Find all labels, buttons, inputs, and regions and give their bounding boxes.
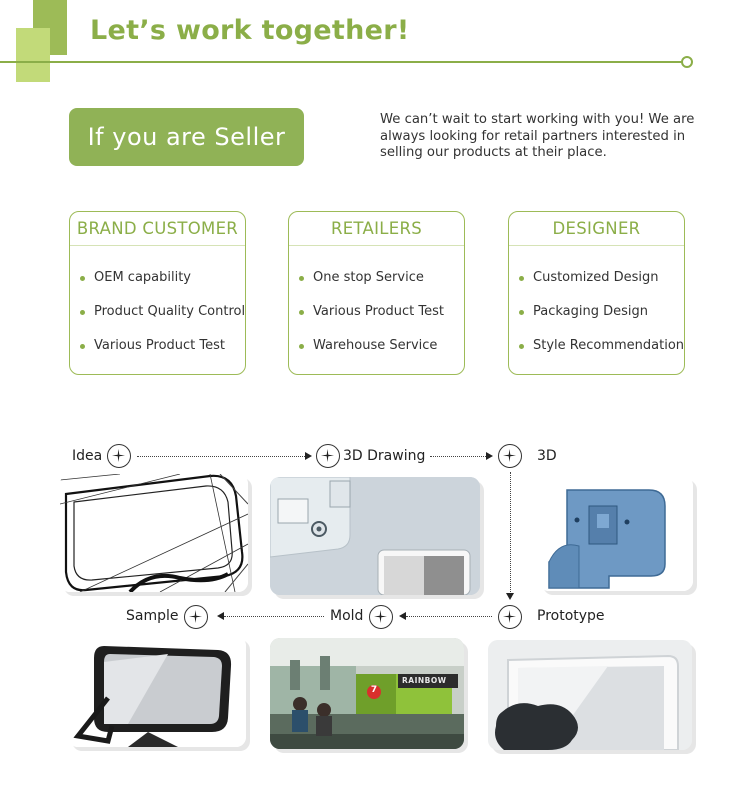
step-label-3d-drawing: 3D Drawing [343,448,426,464]
flow-line-idea-to-drawing [137,456,305,457]
card-brand-customer [69,211,246,375]
list-item-label: Warehouse Service [313,338,438,353]
card-title: DESIGNER [509,212,684,246]
list-item [299,304,444,338]
flow-line-mold-to-sample [224,616,324,617]
arrow-right-icon [305,452,312,460]
step-label-3d: 3D [537,448,557,464]
card-designer [508,211,685,375]
seller-description-line: always looking for retail partners interested in [380,128,686,144]
list-item-label: One stop Service [313,270,424,285]
bullet-icon [299,310,304,315]
bullet-icon [519,344,524,349]
step-sample-cross-icon [184,605,208,629]
header-divider [0,61,682,63]
flow-line-prototype-to-mold [406,616,492,617]
seller-description-line: We can’t wait to start working with you! We are [380,112,695,127]
list-item-label: Style Recommendation [533,338,685,353]
card-list [80,270,245,372]
list-item-label: Packaging Design [533,304,649,319]
step-idea-cross-icon [107,444,131,468]
photo-prototype-mirror [488,640,692,750]
list-item [80,304,245,338]
card-title: RETAILERS [289,212,464,246]
card-list [299,270,444,372]
card-title: BRAND CUSTOMER [70,212,245,246]
bullet-icon [80,276,85,281]
step-prototype-cross-icon [498,605,522,629]
list-item [299,338,444,372]
step-label-sample: Sample [126,608,179,624]
page-title: Let’s work together! [90,15,410,46]
bullet-icon [80,344,85,349]
list-item [519,270,684,304]
step-label-prototype: Prototype [537,608,605,624]
list-item-label: Various Product Test [313,304,444,319]
arrow-left-icon [399,612,406,620]
step-3d-drawing-cross-icon [316,444,340,468]
step-3d-cross-icon [498,444,522,468]
list-item [80,338,245,372]
list-item-label: Various Product Test [94,338,225,353]
list-item [80,270,245,304]
arrow-right-icon [486,452,493,460]
flow-line-3d-to-prototype [510,472,511,594]
bullet-icon [80,310,85,315]
flow-line-drawing-to-3d [430,456,486,457]
bullet-icon [519,310,524,315]
list-item-label: Customized Design [533,270,659,285]
step-label-mold: Mold [330,608,364,624]
seller-description [380,112,700,162]
list-item-label: Product Quality Control [94,304,246,319]
step-mold-cross-icon [369,605,393,629]
photo-sample-mirror [68,636,246,747]
card-list [519,270,684,372]
machine-brand-label: RAINBOW [402,676,447,685]
list-item [519,304,684,338]
header-accent-square-light [16,28,50,82]
machine-number-label: 7 [370,685,378,695]
bullet-icon [299,344,304,349]
step-label-idea: Idea [72,448,103,464]
arrow-left-icon [217,612,224,620]
bullet-icon [299,276,304,281]
photo-idea-sketch [60,474,248,592]
photo-3d-drawing [270,477,480,595]
seller-button[interactable]: If you are Seller [69,108,304,166]
list-item-label: OEM capability [94,270,192,285]
photo-3d-model [539,476,693,591]
photo-mold-factory [270,638,464,749]
seller-description-line: selling our products at their place. [380,145,607,160]
card-retailers [288,211,465,375]
bullet-icon [519,276,524,281]
list-item [299,270,444,304]
list-item [519,338,684,372]
arrow-down-icon [506,593,514,600]
divider-end-dot [681,56,693,68]
